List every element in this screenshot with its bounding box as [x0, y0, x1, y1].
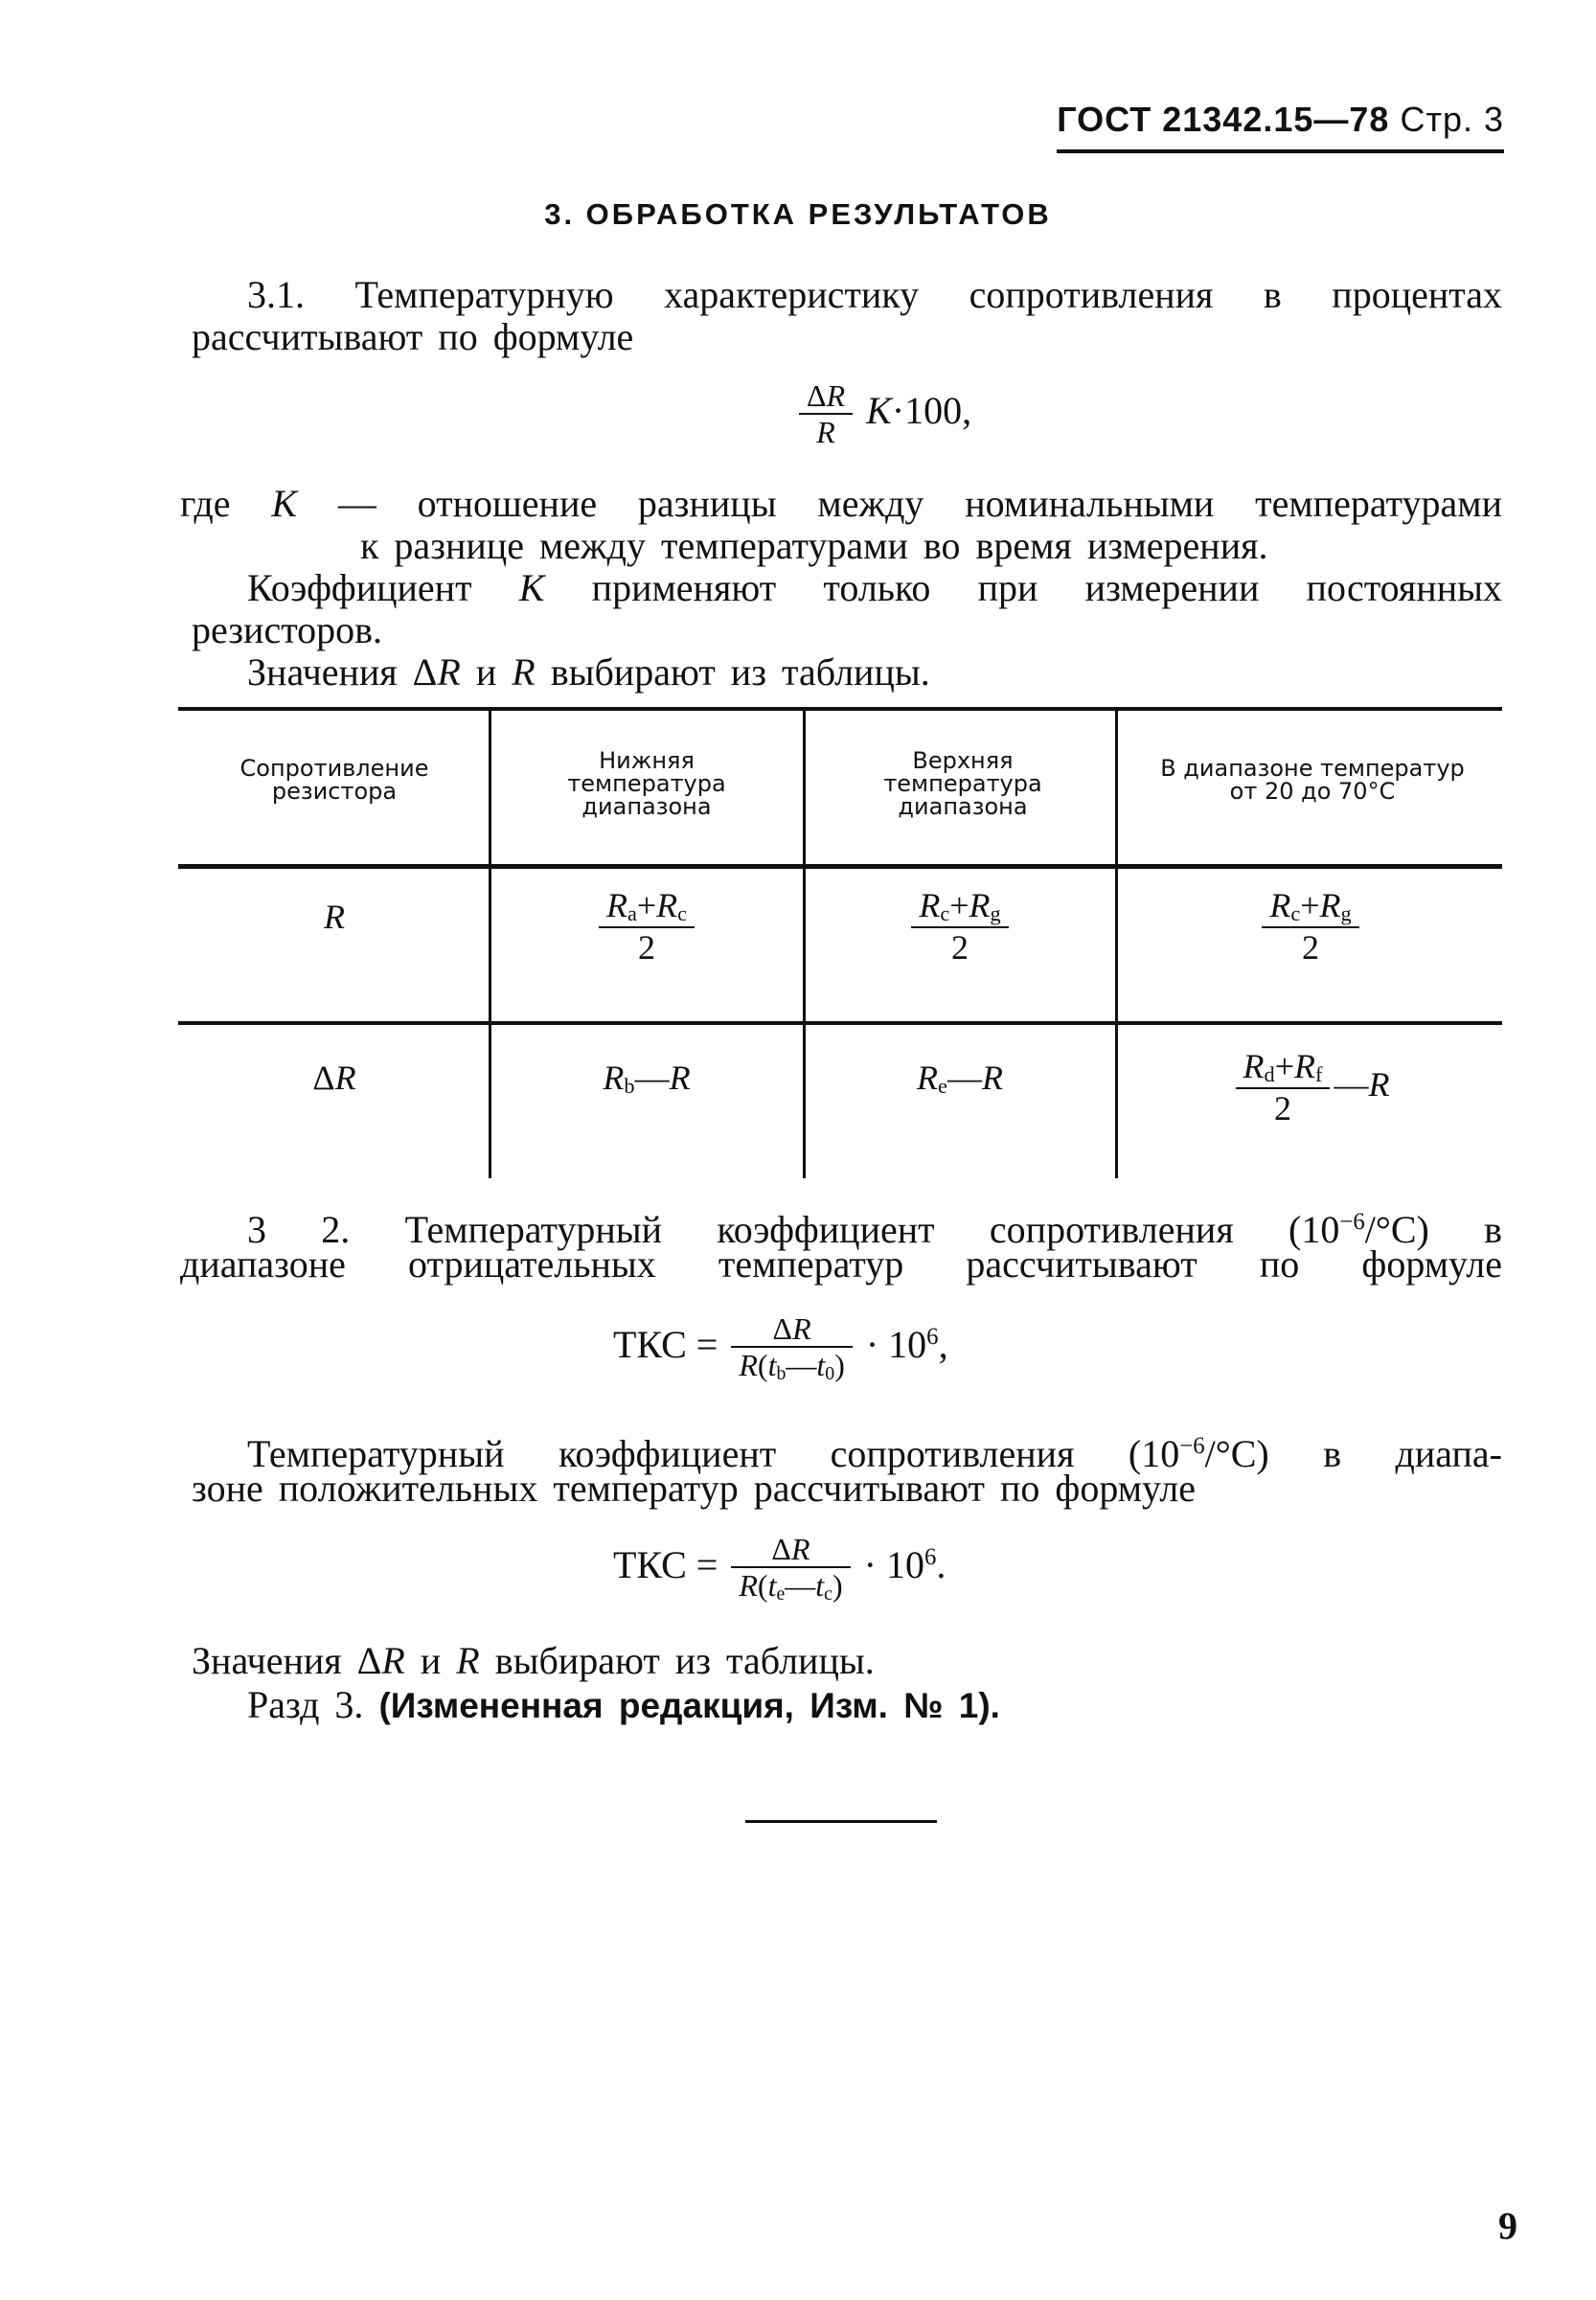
standard-number: ГОСТ 21342.15—78	[1057, 100, 1390, 139]
p32-line3: Температурный коэффициент сопротивления $(10^{-6}/^\circ С)$ в диапа-	[247, 1432, 1502, 1475]
table-row-dr-lower: $R_b—R$	[603, 1059, 691, 1098]
table-row-r-upper: $\frac{R_c+R_g}{2}$	[807, 887, 1113, 968]
table-row-rule	[178, 1021, 1502, 1025]
table-row-r-range: $\frac{R_c+R_g}{2}$	[1119, 887, 1502, 968]
table-vline-2	[803, 711, 806, 1178]
p31-where-line2: к разнице между температурами во время измерения.	[360, 524, 1268, 567]
p32-line1: 3 2. Температурный коэффициент сопротивления $(10^{-6}/^\circ С)$ в	[247, 1208, 1502, 1251]
amendment-prefix: Разд 3.	[247, 1683, 364, 1726]
table-header-lower-temp: Нижняя температура диапазона	[567, 747, 726, 820]
p32-values-line: Значения ΔR и R выбирают из таблицы.	[192, 1639, 875, 1682]
table-vline-3	[1115, 711, 1118, 1178]
p31-where-line1: где K — отношение разницы между номинальными температурами	[180, 482, 1502, 525]
amendment-note	[247, 1684, 1000, 1727]
formula-tcr-percent	[795, 379, 971, 450]
table-row-dr-label: ΔR	[312, 1059, 356, 1097]
formula-numerator: ΔR	[799, 379, 853, 415]
table-vline-1	[489, 711, 491, 1178]
table-row-r-lower: $\frac{R_a+R_c}{2}$	[492, 887, 801, 968]
table-row-dr-range: $\frac{R_d+R_f}{2}$ —R	[1119, 1048, 1502, 1128]
page-number: 9	[1498, 2204, 1517, 2247]
table-top-rule	[178, 707, 1502, 711]
table-header-resistance: Сопротивление резистора	[239, 755, 429, 805]
table-row-dr-upper: $R_e—R$	[917, 1059, 1003, 1098]
amendment-text: (Измененная редакция, Изм. № 1).	[378, 1686, 1000, 1725]
p31-line1: 3.1. Температурную характеристику сопротивления в процентах	[247, 273, 1502, 316]
p31-coef-line1: Коэффициент K применяют только при измерении постоянных	[247, 566, 1502, 609]
table-header-upper-temp: Верхняя температура диапазона	[883, 747, 1042, 820]
p32-line4: зоне положительных температур рассчитывают по формуле	[192, 1467, 1196, 1510]
formula-denominator: R	[816, 415, 835, 450]
table-header-range: В диапазоне температур от 20 до 70°С	[1160, 755, 1465, 805]
p31-coef-line2: резисторов.	[192, 608, 383, 651]
table-row-r-label: R	[324, 898, 345, 936]
page-label: Стр. 3	[1400, 100, 1504, 139]
table-header-rule	[178, 864, 1502, 869]
p31-line2: рассчитывают по формуле	[192, 315, 634, 358]
formula-fraction	[799, 379, 853, 450]
p31-values-line: Значения ΔR и R выбирают из таблицы.	[247, 650, 930, 694]
page-header	[1057, 100, 1504, 153]
section-title: 3. ОБРАБОТКА РЕЗУЛЬТАТОВ	[544, 197, 1052, 231]
formula-tcr-negative: ТКС = $\frac{\Delta R}{R(t_b—t_0)}$ · $10^6$,	[613, 1311, 948, 1385]
end-rule	[745, 1820, 937, 1823]
p32-line2: диапазоне отрицательных температур рассчитывают по формуле	[180, 1242, 1502, 1286]
formula-tail: K·100,	[866, 389, 972, 433]
formula-tcr-positive: ТКС = $\frac{\Delta R}{R(t_e—t_c)}$ · $10^6$.	[613, 1532, 946, 1605]
